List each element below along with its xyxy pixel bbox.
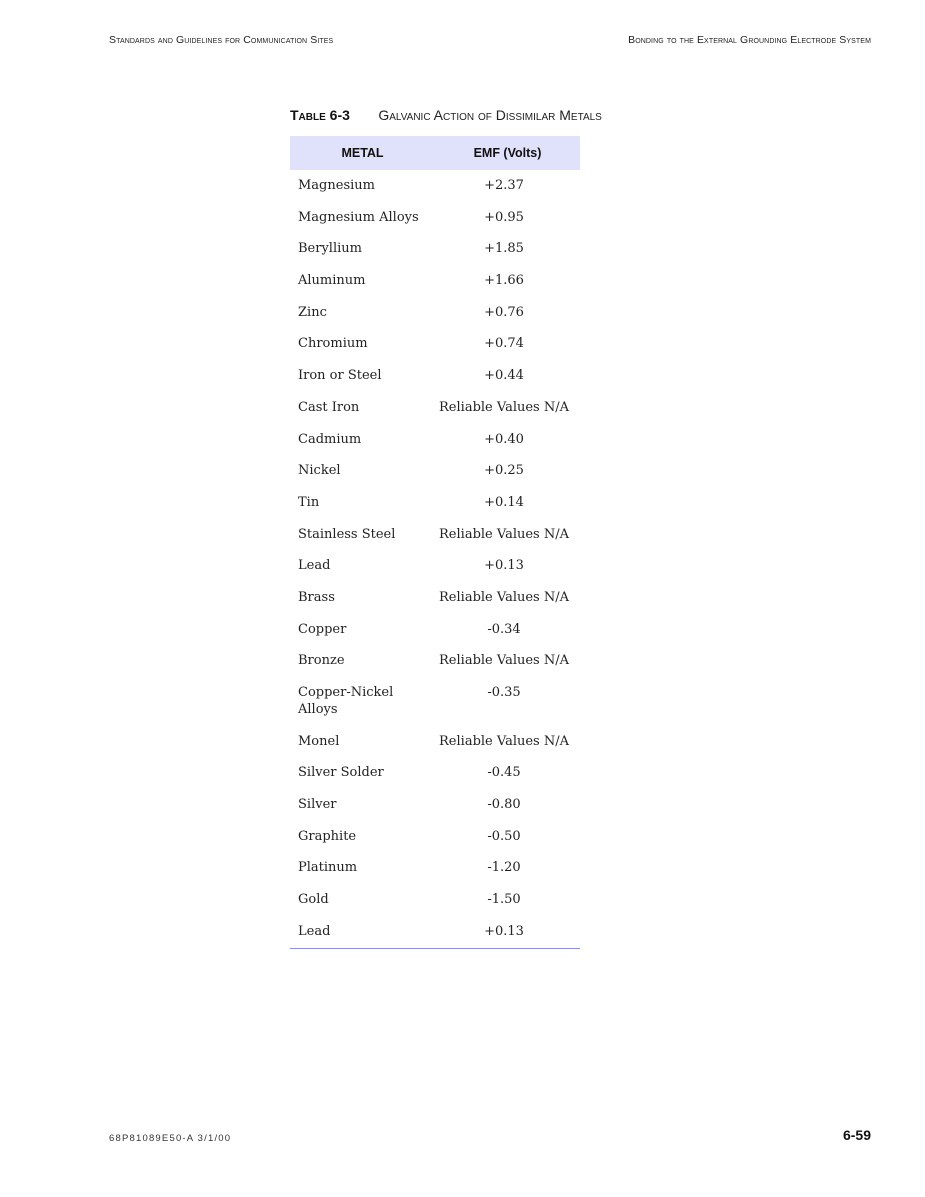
table-row [290, 297, 580, 329]
column-header-metal: METAL [341, 146, 384, 160]
table-body [290, 170, 580, 948]
metal-cell: Nickel [298, 463, 341, 479]
running-header-left: Standards and Guidelines for Communication Sites [109, 34, 334, 46]
emf-cell: +0.25 [484, 463, 524, 479]
metal-cell: Cadmium [298, 431, 362, 447]
metal-cell: Tin [298, 494, 320, 510]
emf-cell: +2.37 [484, 178, 524, 193]
metal-cell: Iron or Steel [298, 368, 382, 384]
running-header-right: Bonding to the External Grounding Electrode System [628, 34, 871, 46]
table-row [290, 360, 580, 392]
table-row [290, 170, 580, 202]
metal-cell: Lead [298, 558, 331, 574]
emf-cell: -0.34 [487, 621, 521, 637]
emf-cell: +0.14 [484, 494, 524, 510]
emf-cell: +0.76 [484, 304, 524, 320]
metal-cell: Brass [298, 589, 335, 605]
metal-cell: Chromium [298, 336, 368, 352]
table-row [290, 582, 580, 614]
emf-cell: +0.44 [484, 368, 524, 384]
emf-cell: +0.40 [484, 431, 524, 447]
table-row [290, 233, 580, 265]
emf-cell: +0.74 [484, 336, 524, 352]
table-row [290, 789, 580, 821]
emf-cell: -1.50 [487, 892, 521, 908]
table-row [290, 455, 580, 487]
emf-cell: +1.66 [484, 273, 524, 289]
metal-cell: Silver Solder [298, 765, 384, 781]
table-row [290, 726, 580, 758]
table-row [290, 202, 580, 234]
emf-cell: Reliable Values N/A [439, 399, 569, 415]
table-row [290, 614, 580, 646]
table-row [290, 424, 580, 456]
table-row [290, 550, 580, 582]
emf-cell: -1.20 [487, 860, 521, 876]
emf-cell: +0.13 [484, 923, 524, 939]
emf-cell: +0.95 [484, 209, 524, 225]
metal-cell: Cast Iron [298, 399, 360, 415]
emf-cell: +1.85 [484, 241, 524, 257]
table-row [290, 916, 580, 948]
table-row [290, 265, 580, 297]
metal-cell: Magnesium [298, 178, 375, 193]
emf-cell: Reliable Values N/A [439, 589, 569, 605]
table-number: Table 6-3 [290, 107, 350, 123]
table-row [290, 677, 580, 726]
emf-cell: Reliable Values N/A [439, 526, 569, 542]
emf-cell: -0.80 [487, 797, 521, 813]
galvanic-table [290, 136, 580, 949]
metal-cell: Copper [298, 621, 347, 637]
table-row [290, 852, 580, 884]
metal-cell: Aluminum [298, 273, 366, 289]
table-row [290, 519, 580, 551]
page-number: 6-59 [842, 1127, 871, 1143]
table-row [290, 757, 580, 789]
emf-cell: Reliable Values N/A [439, 733, 569, 749]
table-caption [290, 107, 602, 124]
table-title: Galvanic Action of Dissimilar Metals [378, 107, 602, 123]
table-row [290, 328, 580, 360]
metal-cell: Copper-Nickel Alloys [298, 685, 394, 717]
emf-cell: +0.13 [484, 558, 524, 574]
table-row [290, 392, 580, 424]
emf-cell: -0.45 [487, 765, 521, 781]
metal-cell: Bronze [298, 653, 345, 669]
emf-cell: -0.50 [487, 828, 521, 844]
metal-cell: Beryllium [298, 241, 362, 257]
table-row [290, 645, 580, 677]
metal-cell: Zinc [298, 304, 327, 320]
emf-cell: -0.35 [487, 685, 521, 700]
metal-cell: Silver [298, 797, 337, 813]
metal-cell: Gold [298, 892, 329, 908]
table-row [290, 487, 580, 519]
table-row [290, 821, 580, 853]
metal-cell: Magnesium Alloys [298, 209, 419, 225]
metal-cell: Platinum [298, 860, 358, 876]
metal-cell: Stainless Steel [298, 526, 396, 542]
footer-doc-id: 68P81089E50-A 3/1/00 [109, 1133, 232, 1144]
table-row [290, 884, 580, 916]
table-header-row [290, 136, 580, 170]
metal-cell: Graphite [298, 828, 357, 844]
metal-cell: Lead [298, 923, 331, 939]
column-header-emf: EMF (Volts) [473, 146, 542, 160]
metal-cell: Monel [298, 733, 340, 749]
emf-cell: Reliable Values N/A [439, 653, 569, 669]
